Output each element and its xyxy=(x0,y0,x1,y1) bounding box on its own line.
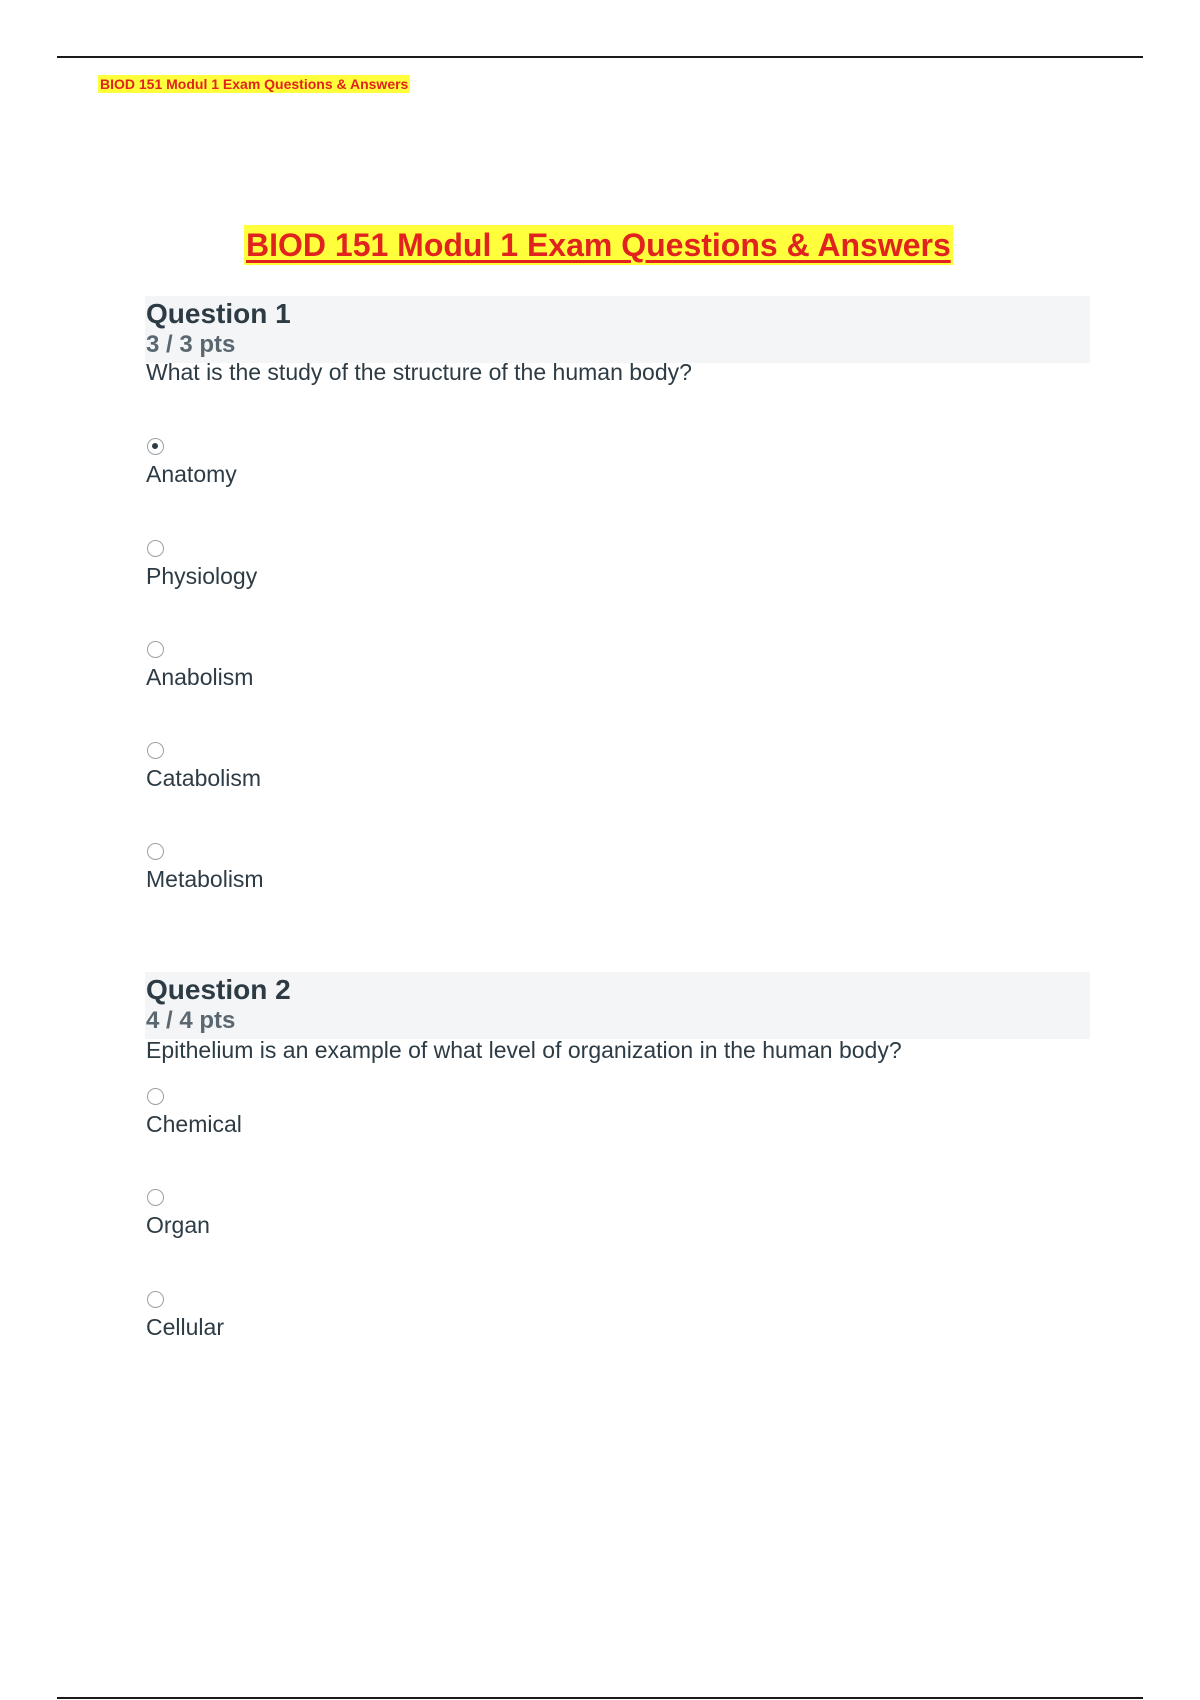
answer-label: Anabolism xyxy=(146,664,254,690)
answer-label: Cellular xyxy=(146,1314,224,1340)
question-header xyxy=(145,972,1090,1039)
radio-unselected-icon[interactable] xyxy=(147,540,164,557)
radio-unselected-icon[interactable] xyxy=(147,742,164,759)
question-points: 3 / 3 pts xyxy=(146,331,236,358)
answer-label: Catabolism xyxy=(146,765,262,791)
answer-label: Organ xyxy=(146,1212,210,1238)
question-text: What is the study of the structure of the human body? xyxy=(146,359,692,385)
question-2 xyxy=(145,972,1090,1340)
answer-option[interactable] xyxy=(145,843,745,913)
running-header: BIOD 151 Modul 1 Exam Questions & Answers xyxy=(100,76,409,92)
answer-label: Anatomy xyxy=(146,461,237,487)
question-points: 4 / 4 pts xyxy=(146,1007,236,1034)
radio-unselected-icon[interactable] xyxy=(147,843,164,860)
answer-label: Metabolism xyxy=(146,866,264,892)
bottom-rule xyxy=(57,1697,1143,1699)
question-header xyxy=(145,296,1090,363)
answer-label: Chemical xyxy=(146,1111,242,1137)
question-title: Question 2 xyxy=(146,974,291,1005)
answer-option[interactable] xyxy=(145,438,745,508)
answer-option[interactable] xyxy=(145,742,745,812)
answer-option[interactable] xyxy=(145,641,745,711)
answer-option[interactable] xyxy=(145,1189,745,1259)
radio-unselected-icon[interactable] xyxy=(147,1088,164,1105)
radio-unselected-icon[interactable] xyxy=(147,1189,164,1206)
radio-unselected-icon[interactable] xyxy=(147,1291,164,1308)
radio-selected-icon[interactable] xyxy=(147,438,164,455)
answer-label: Physiology xyxy=(146,563,258,589)
document-title: BIOD 151 Modul 1 Exam Questions & Answers xyxy=(246,227,951,263)
radio-unselected-icon[interactable] xyxy=(147,641,164,658)
question-text: Epithelium is an example of what level of organization in the human body? xyxy=(146,1037,902,1063)
answer-option[interactable] xyxy=(145,1291,745,1361)
answer-option[interactable] xyxy=(145,1088,745,1158)
top-rule xyxy=(57,56,1143,58)
question-1 xyxy=(145,296,1090,892)
answer-option[interactable] xyxy=(145,540,745,610)
question-title: Question 1 xyxy=(146,298,291,329)
